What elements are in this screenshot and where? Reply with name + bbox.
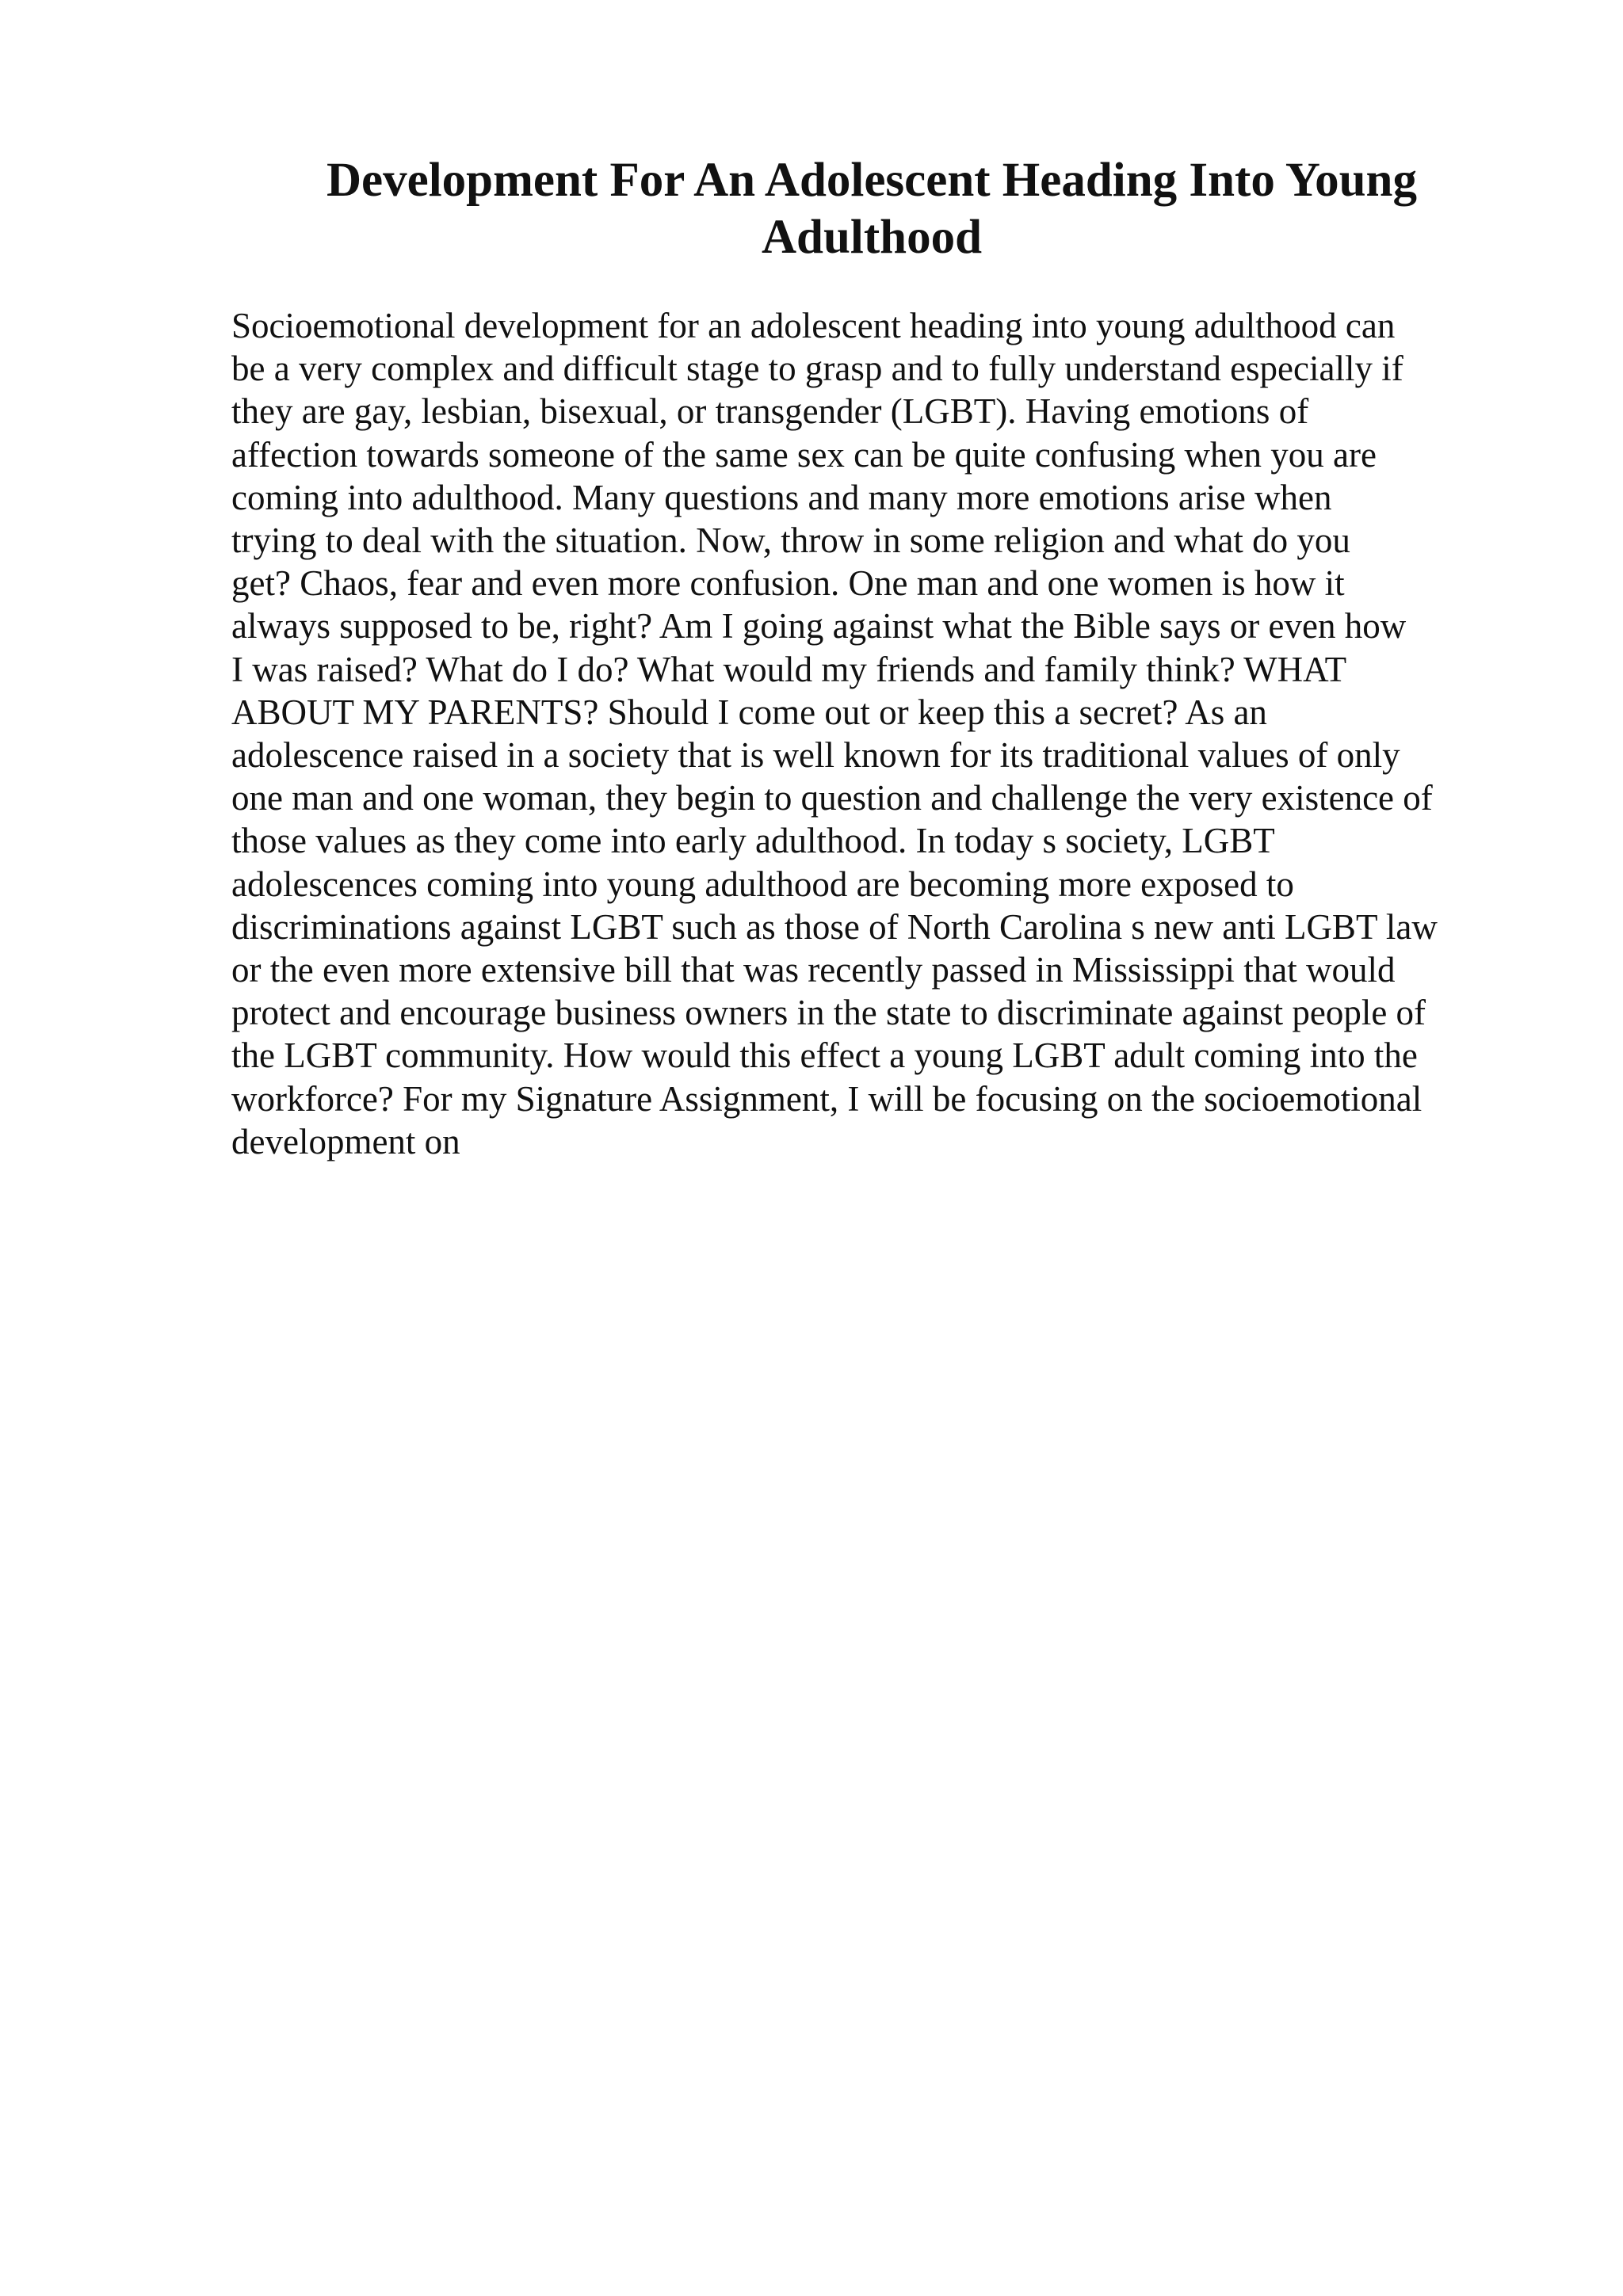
body-line: Socioemotional development for an adolescent heading into young adulthood can	[231, 306, 1396, 345]
body-line: adolescence raised in a society that is well known for its traditional values of only	[231, 735, 1400, 776]
body-line: be a very complex and difficult stage to grasp and to fully understand especially if	[231, 349, 1403, 389]
body-line: they are gay, lesbian, bisexual, or transgender (LGBT). Having emotions of	[231, 391, 1309, 432]
body-line: affection towards someone of the same sex can be quite confusing when you are	[231, 434, 1377, 475]
body-line: adolescences coming into young adulthood are becoming more exposed to	[231, 864, 1294, 904]
title-line: Development For An Adolescent Heading Into Young	[327, 154, 1417, 207]
document-title	[230, 152, 1514, 266]
body-line: development on	[231, 1121, 460, 1161]
document-body	[231, 304, 1515, 1163]
body-line: the LGBT community. How would this effect a young LGBT adult coming into the	[231, 1035, 1418, 1076]
body-line: those values as they come into early adulthood. In today s society, LGBT	[231, 821, 1275, 861]
body-line: get? Chaos, fear and even more confusion. One man and one women is how it	[231, 563, 1345, 604]
body-line: always supposed to be, right? Am I going against what the Bible says or even how	[231, 606, 1407, 646]
body-line: protect and encourage business owners in the state to discriminate against people of	[231, 993, 1426, 1033]
body-line: I was raised? What do I do? What would my friends and family think? WHAT	[231, 649, 1347, 689]
body-line: coming into adulthood. Many questions and many more emotions arise when	[231, 477, 1332, 517]
title-line: Adulthood	[761, 211, 982, 264]
body-line: discriminations against LGBT such as those of North Carolina s new anti LGBT law	[231, 906, 1438, 947]
body-line: ABOUT MY PARENTS? Should I come out or keep this a secret? As an	[231, 692, 1267, 732]
body-line: trying to deal with the situation. Now, throw in some religion and what do you	[231, 521, 1350, 561]
body-line: one man and one woman, they begin to question and challenge the very existence of	[231, 778, 1433, 818]
body-line: workforce? For my Signature Assignment, I will be focusing on the socioemotional	[231, 1078, 1423, 1119]
body-line: or the even more extensive bill that was recently passed in Mississippi that would	[231, 950, 1396, 990]
